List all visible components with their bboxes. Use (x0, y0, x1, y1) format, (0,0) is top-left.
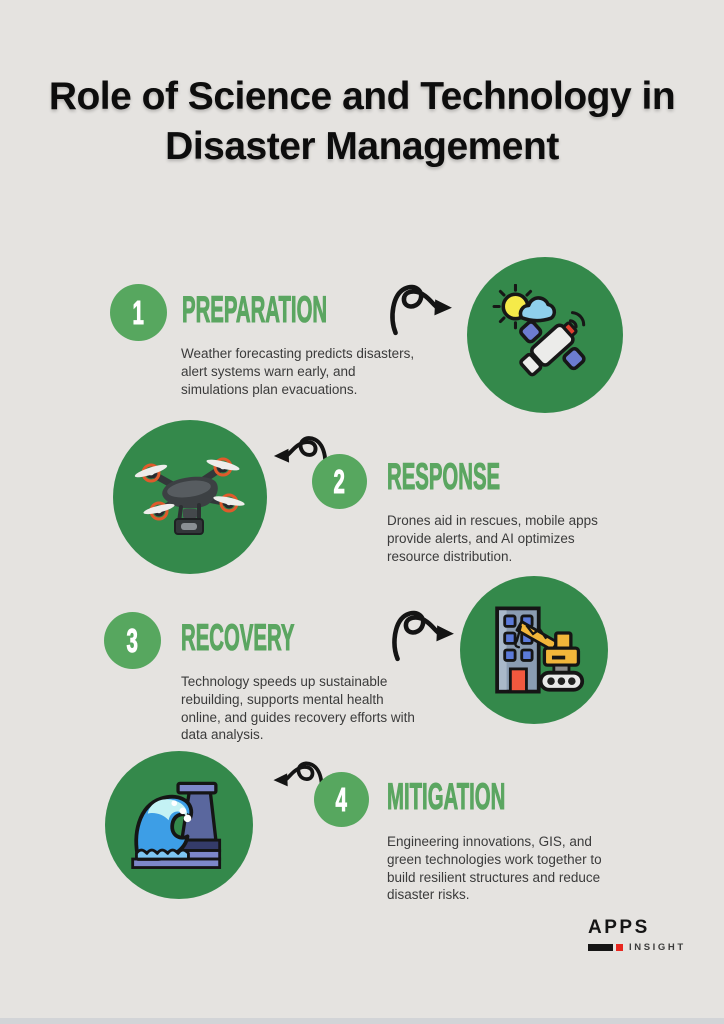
wave-seawall-icon (127, 776, 231, 874)
step-1-icon-circle (467, 257, 623, 413)
bottom-edge (0, 1018, 724, 1024)
step-1-number: 1 (132, 293, 145, 331)
apps-insight-logo (588, 917, 698, 953)
step-2-description: Drones aid in rescues, mobile apps provide alerts, and AI optimizes resource distribution. (387, 513, 598, 564)
step-3-title: RECOVERY (181, 617, 295, 658)
drone-icon (125, 447, 255, 547)
step-1-description: Weather forecasting predicts disasters, alert systems warn early, and simulations plan evacuations. (181, 346, 415, 397)
step-2-icon-circle (113, 420, 267, 574)
step-1-title: PREPARATION (182, 289, 328, 330)
curly-arrow-right-icon (384, 278, 462, 342)
step-3-number-badge (104, 612, 161, 669)
step-3-icon-circle (460, 576, 608, 724)
step-1-number-badge (110, 284, 167, 341)
step-4-number-badge (314, 772, 369, 827)
step-2-number: 2 (333, 462, 346, 500)
step-4-description: Engineering innovations, GIS, and green technologies work together to build resilient structures and reduce disaster risks. (387, 834, 602, 903)
weather-satellite-icon (489, 284, 601, 386)
logo-bar (588, 944, 613, 951)
step-2-title: RESPONSE (387, 456, 501, 497)
curly-arrow-right-icon (386, 604, 464, 668)
step-4-icon-circle (105, 751, 253, 899)
step-4-title: MITIGATION (387, 776, 506, 817)
page-title-line2: Disaster Management (165, 125, 559, 168)
logo-apps-text: APPS (588, 917, 650, 938)
step-3-number: 3 (126, 621, 139, 659)
step-3-description: Technology speeds up sustainable rebuilding, supports mental health online, and guides recovery efforts with data analysis. (181, 674, 415, 743)
building-crane-icon (482, 602, 586, 698)
step-2-number-badge (312, 454, 367, 509)
logo-insight-text: INSIGHT (629, 942, 686, 953)
logo-red-dot (616, 944, 623, 951)
page-title (0, 72, 724, 172)
step-4-number: 4 (335, 780, 348, 818)
page-title-line1: Role of Science and Technology in (48, 75, 676, 118)
